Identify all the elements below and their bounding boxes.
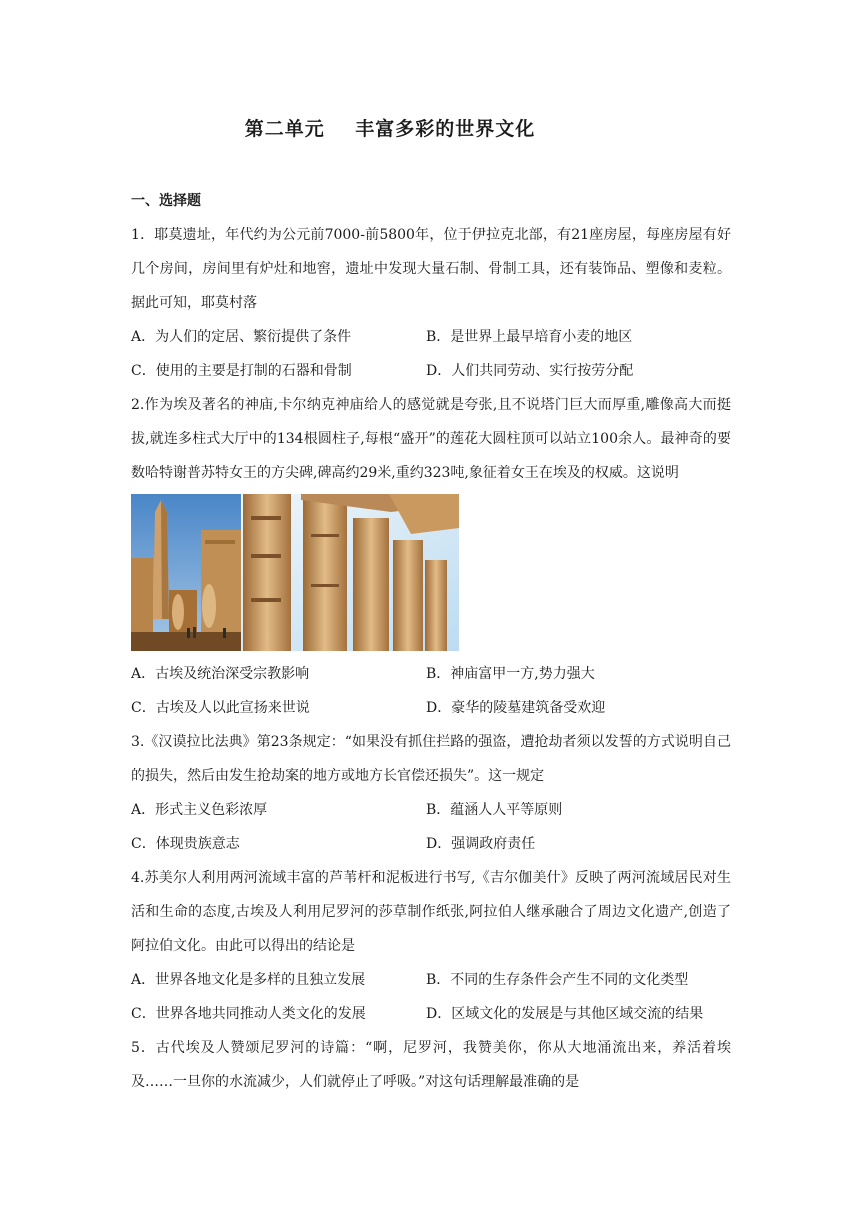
option-b[interactable]: B．不同的生存条件会产生不同的文化类型 [426, 972, 689, 988]
question-5 [131, 1031, 731, 1099]
option-a[interactable]: A．古埃及统治深受宗教影响 [131, 666, 310, 682]
option-a[interactable]: A．世界各地文化是多样的且独立发展 [131, 972, 366, 988]
karnak-temple-photo [131, 494, 459, 651]
option-c[interactable]: C．古埃及人以此宣扬来世说 [131, 700, 310, 716]
option-b[interactable]: B．蕴涵人人平等原则 [426, 802, 563, 818]
question-3 [131, 725, 731, 861]
question-stem: 5．古代埃及人赞颂尼罗河的诗篇：“啊，尼罗河，我赞美你，你从大地涌流出来，养活着埃及……一旦你的水流减少，人们就停止了呼吸。”对这句话理解最准确的是 [131, 1040, 731, 1090]
options [131, 793, 731, 861]
option-d[interactable]: D．强调政府责任 [426, 836, 536, 852]
option-c[interactable]: C．体现贵族意志 [131, 836, 240, 852]
question-stem: 4.苏美尔人利用两河流域丰富的芦苇杆和泥板进行书写,《吉尔伽美什》反映了两河流域居民对生活和生命的态度,古埃及人利用尼罗河的莎草制作纸张,阿拉伯人继承融合了周边文化遗产,创造了阿拉伯文化。由此可以得出的结论是 [131, 870, 731, 954]
section-heading: 一、选择题 [131, 193, 201, 209]
option-b[interactable]: B．是世界上最早培育小麦的地区 [426, 329, 633, 345]
option-a[interactable]: A．为人们的定居、繁衍提供了条件 [131, 329, 352, 345]
question-1 [131, 218, 731, 388]
question-2 [131, 388, 731, 725]
question-stem: 3.《汉谟拉比法典》第23条规定：“如果没有抓住拦路的强盗，遭抢劫者须以发誓的方式说明自己的损失，然后由发生抢劫案的地方或地方长官偿还损失”。这一规定 [131, 734, 731, 784]
question-stem: 2.作为埃及著名的神庙,卡尔纳克神庙给人的感觉就是夸张,且不说塔门巨大而厚重,雕像高大而挺拔,就连多柱式大厅中的134根圆柱子,每根“盛开”的莲花大圆柱顶可以站立100余人。最神奇的要数哈特谢普苏特女王的方尖碑,碑高约29米,重约323吨,象征着女王在埃及的权威。这说明 [131, 397, 731, 481]
option-d[interactable]: D．区域文化的发展是与其他区域交流的结果 [426, 1006, 704, 1022]
option-d[interactable]: D．人们共同劳动、实行按劳分配 [426, 363, 634, 379]
option-d[interactable]: D．豪华的陵墓建筑备受欢迎 [426, 700, 606, 716]
option-c[interactable]: C．世界各地共同推动人类文化的发展 [131, 1006, 366, 1022]
options [131, 320, 731, 388]
question-stem: 1．耶莫遗址，年代约为公元前7000-前5800年，位于伊拉克北部，有21座房屋，每座房屋有好几个房间，房间里有炉灶和地窖，遗址中发现大量石制、骨制工具，还有装饰品、塑像和麦粒。据此可知，耶莫村落 [131, 227, 731, 311]
option-b[interactable]: B．神庙富甲一方,势力强大 [426, 666, 595, 682]
options [131, 657, 731, 725]
options [131, 963, 731, 1031]
option-c[interactable]: C．使用的主要是打制的石器和骨制 [131, 363, 352, 379]
obelisk-photo [131, 494, 241, 651]
unit-title: 第二单元 丰富多彩的世界文化 [244, 118, 536, 140]
question-4 [131, 861, 731, 1031]
columns-photo [241, 494, 459, 651]
option-a[interactable]: A．形式主义色彩浓厚 [131, 802, 268, 818]
question-list [131, 218, 731, 1099]
